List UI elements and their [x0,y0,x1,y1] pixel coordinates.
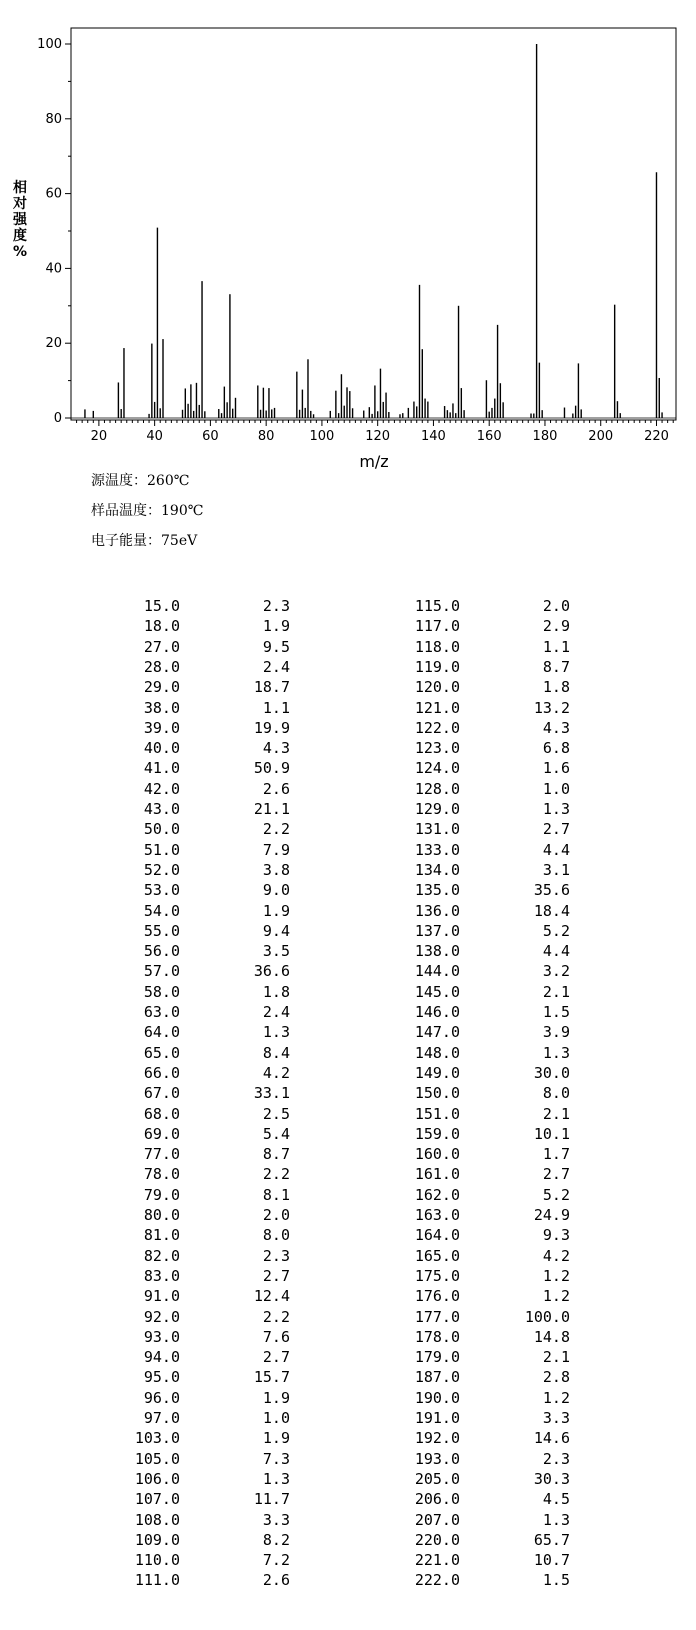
intensity-value: 2.0 [542,597,570,615]
mz-value: 108.0 [134,1510,180,1529]
intensity-value: 2.7 [262,1266,290,1285]
intensity-value: 2.4 [262,1003,290,1021]
y-tick-label: 40 [45,261,62,277]
intensity-value: 4.2 [262,1063,290,1082]
mz-value: 120.0 [414,678,460,697]
intensity-value: 1.0 [262,1409,290,1427]
mz-value: 133.0 [414,840,460,859]
mz-value: 160.0 [414,1145,460,1164]
mz-value: 117.0 [414,617,460,636]
mz-value: 193.0 [414,1449,460,1468]
x-tick-label: 120 [365,429,391,444]
mz-value: 103.0 [134,1429,180,1448]
intensity-value: 1.2 [542,1388,570,1407]
intensity-value: 8.0 [262,1226,290,1245]
mz-value: 122.0 [414,718,460,737]
mz-value: 121.0 [414,698,460,717]
intensity-value: 2.2 [262,820,290,839]
intensity-value: 7.2 [262,1551,290,1570]
mz-value: 58.0 [143,982,180,1001]
intensity-value: 2.7 [542,820,570,839]
intensity-value: 3.1 [542,860,570,879]
intensity-value: 2.3 [262,1246,290,1265]
intensity-value: 2.2 [262,1307,290,1326]
intensity-value: 5.4 [262,1124,290,1143]
intensity-value: 14.6 [533,1429,570,1448]
intensity-value: 8.7 [262,1145,290,1164]
mz-value: 148.0 [414,1043,460,1062]
mz-value: 110.0 [134,1551,180,1570]
intensity-value: 50.9 [253,759,290,778]
y-tick-label: 80 [45,111,62,127]
mz-value: 119.0 [414,657,460,676]
intensity-value: 2.6 [262,1571,290,1590]
y-axis-label-char: 对 [13,196,27,212]
intensity-value: 1.3 [262,1469,290,1488]
mz-value: 136.0 [414,901,460,920]
intensity-value: 1.8 [542,678,570,697]
intensity-value: 33.1 [253,1084,290,1103]
intensity-value: 1.3 [542,1510,570,1529]
mz-value: 50.0 [143,820,180,839]
x-tick-label: 180 [532,429,558,444]
intensity-value: 1.8 [262,982,290,1001]
mz-value: 91.0 [143,1287,180,1306]
mz-value: 94.0 [143,1348,180,1367]
intensity-value: 4.2 [542,1246,570,1265]
intensity-value: 21.1 [253,800,290,818]
mz-value: 165.0 [414,1246,460,1265]
x-tick-label: 140 [421,429,446,444]
intensity-value: 4.5 [542,1490,570,1509]
mz-value: 177.0 [414,1307,460,1326]
intensity-value: 3.3 [262,1510,290,1529]
intensity-value: 1.3 [262,1023,290,1042]
intensity-value: 3.2 [542,962,570,981]
peak-bars [71,44,676,418]
intensity-value: 2.3 [262,597,290,615]
mz-value: 65.0 [143,1043,180,1062]
intensity-value: 10.7 [533,1551,570,1570]
mz-value: 107.0 [134,1490,180,1509]
mz-value: 40.0 [143,739,180,758]
intensity-value: 1.9 [262,1388,290,1407]
intensity-value: 1.9 [262,1429,290,1448]
mz-value: 129.0 [414,800,460,818]
intensity-value: 8.2 [262,1530,290,1549]
mz-value: 220.0 [414,1530,460,1549]
mz-value: 80.0 [143,1206,180,1224]
mz-value: 164.0 [414,1226,460,1245]
intensity-value: 3.5 [262,942,290,961]
mz-value: 27.0 [143,637,180,656]
mz-value: 92.0 [143,1307,180,1326]
intensity-value: 1.3 [542,800,570,818]
intensity-value: 14.8 [533,1327,570,1346]
x-tick-label: 160 [476,429,502,444]
mz-value: 78.0 [143,1165,180,1184]
intensity-value: 5.2 [542,1185,570,1204]
mz-value: 178.0 [414,1327,460,1346]
intensity-value: 2.9 [542,617,570,636]
y-axis-label-char: % [12,244,28,260]
mz-value: 187.0 [414,1368,460,1387]
mz-value: 93.0 [143,1327,180,1346]
mz-value: 207.0 [414,1510,460,1529]
mz-value: 41.0 [143,759,180,778]
mz-value: 138.0 [414,942,460,961]
plot-frame [71,28,676,420]
y-tick-label: 60 [45,186,62,202]
mz-value: 151.0 [414,1104,460,1123]
mz-value: 106.0 [134,1469,180,1488]
mz-value: 81.0 [143,1226,180,1245]
intensity-value: 1.0 [542,779,570,798]
mz-value: 206.0 [414,1490,460,1509]
intensity-value: 9.5 [262,637,290,656]
x-tick-label: 80 [257,429,275,444]
mz-value: 221.0 [414,1551,460,1570]
intensity-value: 18.7 [253,678,290,697]
intensity-value: 18.4 [533,901,570,920]
intensity-value: 1.5 [542,1003,570,1021]
mz-value: 96.0 [143,1388,180,1407]
condition-line: 源温度：260℃ [91,473,190,489]
mz-value: 131.0 [414,820,460,839]
intensity-value: 2.1 [542,1104,570,1123]
intensity-value: 1.1 [262,698,290,717]
intensity-value: 1.7 [542,1145,570,1164]
mz-value: 18.0 [143,617,180,636]
intensity-value: 15.7 [253,1368,290,1387]
intensity-value: 3.8 [262,860,290,879]
intensity-value: 8.1 [262,1185,290,1204]
intensity-value: 30.3 [533,1469,570,1488]
mz-value: 68.0 [143,1104,180,1123]
condition-line: 样品温度：190℃ [91,503,204,519]
intensity-value: 7.6 [262,1327,290,1346]
intensity-value: 7.9 [262,840,290,859]
mz-value: 150.0 [414,1084,460,1103]
mz-value: 39.0 [143,718,180,737]
mz-value: 42.0 [143,779,180,798]
mz-value: 82.0 [143,1246,180,1265]
mz-value: 190.0 [414,1388,460,1407]
mz-value: 118.0 [414,637,460,656]
intensity-value: 2.1 [542,982,570,1001]
mz-value: 191.0 [414,1409,460,1427]
intensity-value: 36.6 [253,962,290,981]
intensity-value: 12.4 [253,1287,290,1306]
y-axis-label-char: 相 [13,180,27,196]
mz-value: 28.0 [143,657,180,676]
mz-value: 175.0 [414,1266,460,1285]
mz-value: 137.0 [414,921,460,940]
mz-value: 67.0 [143,1084,180,1103]
x-tick-label: 100 [309,429,335,444]
x-tick-label: 60 [202,429,219,444]
y-tick-label: 20 [45,336,62,352]
intensity-value: 9.3 [542,1226,570,1245]
mz-value: 147.0 [414,1023,460,1042]
mz-value: 222.0 [414,1571,460,1590]
condition-line: 电子能量：75eV [91,533,198,549]
intensity-value: 100.0 [524,1307,570,1326]
intensity-value: 4.3 [542,718,570,737]
mz-value: 79.0 [143,1185,180,1204]
intensity-value: 35.6 [533,881,570,900]
mz-value: 53.0 [143,881,180,900]
mz-value: 179.0 [414,1348,460,1367]
intensity-value: 24.9 [533,1206,570,1224]
intensity-value: 2.2 [262,1165,290,1184]
intensity-value: 2.8 [542,1368,570,1387]
intensity-value: 1.2 [542,1287,570,1306]
mz-value: 51.0 [143,840,180,859]
intensity-value: 2.4 [262,657,290,676]
mz-value: 29.0 [143,678,180,697]
mz-value: 135.0 [414,881,460,900]
mz-value: 63.0 [143,1003,180,1021]
intensity-value: 1.3 [542,1043,570,1062]
mz-value: 43.0 [143,800,180,818]
mz-value: 66.0 [143,1063,180,1082]
intensity-value: 65.7 [533,1530,570,1549]
mass-spectrum-chart [0,0,696,470]
intensity-value: 1.5 [542,1571,570,1590]
mz-value: 146.0 [414,1003,460,1021]
x-tick-label: 20 [90,429,108,444]
intensity-value: 4.3 [262,739,290,758]
mz-value: 144.0 [414,962,460,981]
mz-value: 57.0 [143,962,180,981]
mz-value: 162.0 [414,1185,460,1204]
intensity-value: 30.0 [533,1063,570,1082]
mz-value: 145.0 [414,982,460,1001]
mz-value: 95.0 [143,1368,180,1387]
intensity-value: 2.1 [542,1348,570,1367]
intensity-value: 9.4 [262,921,290,940]
mz-value: 149.0 [414,1063,460,1082]
intensity-value: 2.3 [542,1449,570,1468]
mz-value: 55.0 [143,921,180,940]
mz-value: 128.0 [414,779,460,798]
y-tick-label: 100 [37,37,62,52]
intensity-value: 4.4 [542,840,570,859]
mz-value: 159.0 [414,1124,460,1143]
intensity-value: 1.1 [542,637,570,656]
intensity-value: 19.9 [253,718,290,737]
intensity-value: 6.8 [542,739,570,758]
intensity-value: 2.6 [262,779,290,798]
mz-value: 15.0 [143,597,180,615]
mz-value: 38.0 [143,698,180,717]
intensity-value: 2.0 [262,1206,290,1224]
y-tick-label: 0 [53,411,62,426]
intensity-value: 13.2 [533,698,570,717]
mz-value: 109.0 [134,1530,180,1549]
mz-value: 69.0 [143,1124,180,1143]
x-tick-label: 40 [146,429,163,444]
mz-value: 192.0 [414,1429,460,1448]
mz-value: 124.0 [414,759,460,778]
mz-value: 176.0 [414,1287,460,1306]
mz-value: 115.0 [414,597,460,615]
intensity-value: 11.7 [253,1490,290,1509]
x-axis-label: m/z [359,452,389,470]
y-axis-label-char: 强 [13,212,27,228]
mz-value: 205.0 [414,1469,460,1488]
intensity-value: 1.9 [262,901,290,920]
x-tick-label: 200 [588,429,614,444]
intensity-value: 3.3 [542,1409,570,1427]
intensity-value: 2.7 [262,1348,290,1367]
intensity-value: 3.9 [542,1023,570,1042]
mz-value: 111.0 [134,1571,180,1590]
intensity-value: 1.6 [542,759,570,778]
intensity-value: 7.3 [262,1449,290,1468]
intensity-value: 8.4 [262,1043,290,1062]
mz-value: 163.0 [414,1206,460,1224]
mz-value: 52.0 [143,860,180,879]
x-tick-label: 220 [644,429,669,444]
mz-value: 64.0 [143,1023,180,1042]
mz-value: 83.0 [143,1266,180,1285]
intensity-value: 8.7 [542,657,570,676]
intensity-value: 2.7 [542,1165,570,1184]
intensity-value: 9.0 [262,881,290,900]
mz-value: 134.0 [414,860,460,879]
y-axis-label [12,179,28,260]
mz-value: 97.0 [143,1409,180,1427]
mz-value: 161.0 [414,1165,460,1184]
y-axis-label-char: 度 [13,228,27,244]
mz-value: 54.0 [143,901,180,920]
mz-value: 123.0 [414,739,460,758]
intensity-value: 1.2 [542,1266,570,1285]
intensity-value: 2.5 [262,1104,290,1123]
x-axis [77,420,674,444]
mz-value: 77.0 [143,1145,180,1164]
intensity-value: 10.1 [533,1124,570,1143]
intensity-value: 1.9 [262,617,290,636]
intensity-value: 8.0 [542,1084,570,1103]
intensity-value: 5.2 [542,921,570,940]
intensity-value: 4.4 [542,942,570,961]
y-axis [37,37,71,426]
mz-value: 56.0 [143,942,180,961]
mz-value: 105.0 [134,1449,180,1468]
